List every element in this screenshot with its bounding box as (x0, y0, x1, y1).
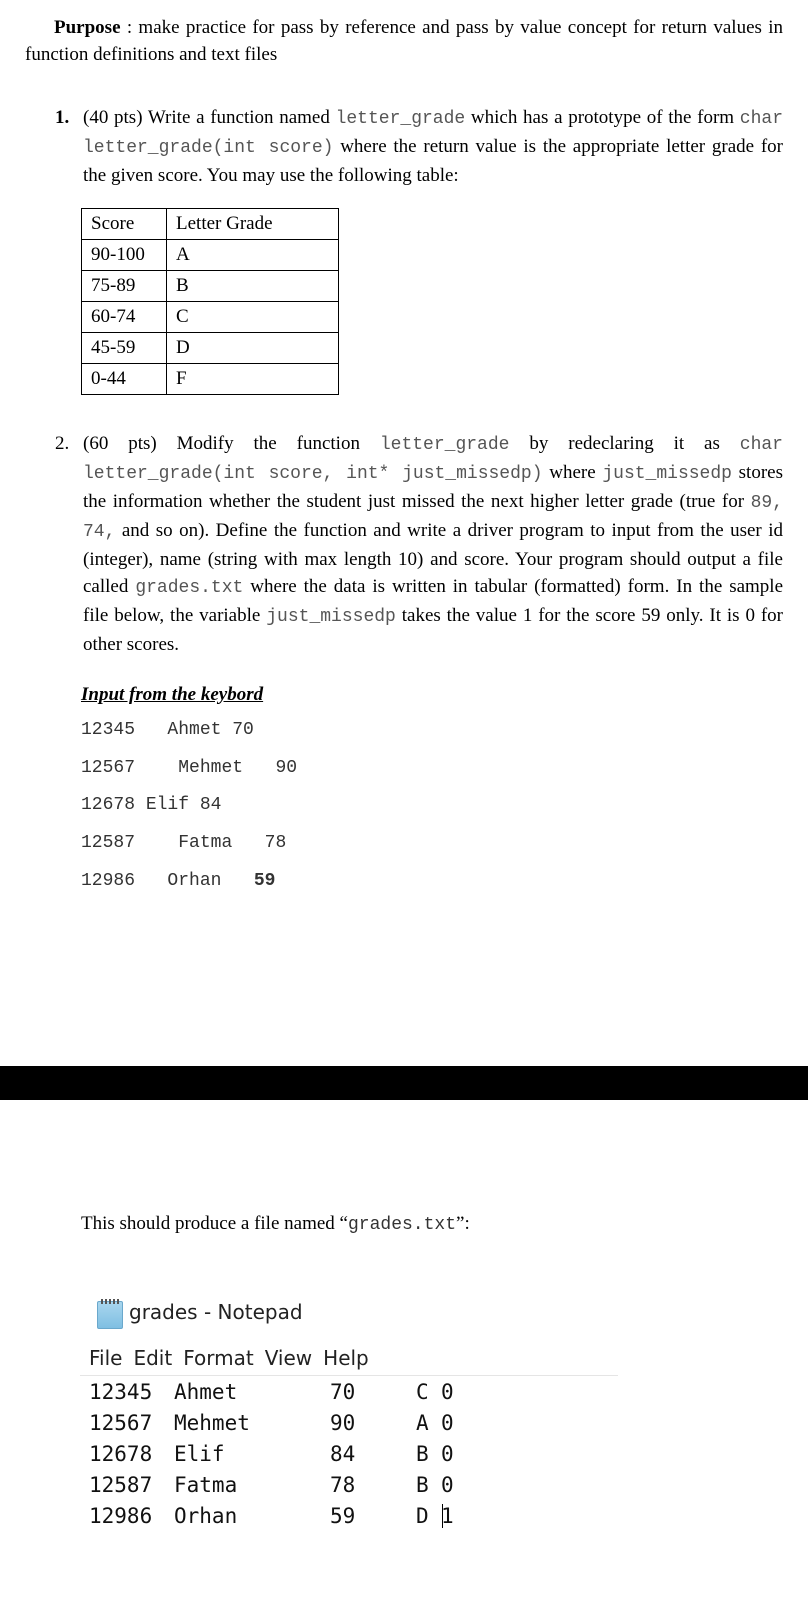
question-1-number: 1. (55, 107, 70, 128)
q2-code-prototype: char letter_grade(int score, int* just_missedp) (83, 435, 783, 484)
menu-edit[interactable]: Edit (133, 1346, 173, 1370)
q2-text-part: takes the value 1 for the score 59 only. It is 0 for other scores. (83, 605, 784, 655)
input-section-title: Input from the keybord (81, 684, 264, 705)
produce-text-part: ”: (456, 1213, 470, 1234)
q2-text-part: and so on). Define the function and write a driver program to input from the user id (integer), name (string with max length 10) and score. Your program should output a file called (83, 520, 783, 597)
q1-text-part: which has a prototype of the form (465, 107, 740, 128)
q2-text-part: stores the information whether the student just missed the next higher letter grade (true for (83, 462, 783, 512)
menu-help[interactable]: Help (323, 1346, 369, 1370)
purpose-label: Purpose (54, 17, 121, 38)
input-score: 90 (275, 758, 298, 778)
input-score: 78 (264, 833, 287, 853)
input-name: Fatma (178, 833, 233, 853)
input-line (81, 833, 286, 853)
input-name: Elif (145, 795, 190, 815)
table-row (82, 240, 339, 271)
q2-code-function-name: letter_grade (379, 435, 510, 455)
table-header-letter-grade: Letter Grade (167, 209, 339, 240)
q2-text-part: where the data is written in tabular (formatted) form. In the sample file below, the variable (83, 576, 784, 626)
input-name: Ahmet (167, 720, 222, 740)
table-cell-grade: C (167, 302, 339, 333)
q2-code-values: 89, 74, (83, 493, 783, 542)
input-score: 84 (199, 795, 222, 815)
produce-filename: grades.txt (347, 1215, 457, 1235)
row-grade: B (416, 1473, 429, 1497)
table-cell-score: 0-44 (82, 364, 167, 395)
q2-code-variable: just_missedp (266, 607, 396, 627)
menu-view[interactable]: View (264, 1346, 313, 1370)
row-missed: 0 (441, 1411, 454, 1435)
row-grade: C (416, 1380, 429, 1404)
row-id: 12345 (89, 1380, 153, 1404)
q2-text-part: (60 pts) Modify the function (83, 433, 380, 454)
row-name: Elif (174, 1442, 225, 1466)
table-header-row (82, 209, 339, 240)
purpose-text: : make practice for pass by reference and pass by value concept for return values in function definitions and text files (25, 17, 783, 65)
row-missed-with-cursor (441, 1504, 454, 1529)
row-score: 59 (330, 1504, 356, 1528)
produce-file-text (81, 1213, 470, 1235)
q1-code-prototype: char letter_grade(int score) (83, 109, 784, 158)
input-line (81, 758, 297, 778)
table-row (82, 302, 339, 333)
notepad-menu-bar (89, 1346, 380, 1370)
question-2 (55, 430, 783, 658)
row-id: 12678 (89, 1442, 153, 1466)
question-1 (55, 104, 783, 189)
table-cell-grade: F (167, 364, 339, 395)
table-row (82, 333, 339, 364)
input-name: Orhan (167, 871, 222, 891)
purpose-paragraph (25, 14, 783, 68)
row-name: Fatma (174, 1473, 238, 1497)
q2-text-part: by redeclaring it as (509, 433, 740, 454)
input-id: 12567 (81, 758, 136, 778)
row-missed: 0 (441, 1380, 454, 1404)
question-2-number: 2. (55, 433, 70, 454)
grade-table (81, 208, 339, 395)
row-name: Ahmet (174, 1380, 238, 1404)
row-missed: 0 (441, 1442, 454, 1466)
table-row (82, 271, 339, 302)
input-id: 12678 (81, 795, 136, 815)
table-cell-grade: A (167, 240, 339, 271)
notepad-window-title: grades - Notepad (129, 1300, 303, 1324)
input-line (81, 795, 221, 815)
row-id: 12567 (89, 1411, 153, 1435)
question-1-text (83, 104, 783, 189)
row-score: 84 (330, 1442, 356, 1466)
input-name: Mehmet (178, 758, 244, 778)
q2-code-variable: just_missedp (602, 464, 732, 484)
produce-text-part: This should produce a file named “ (81, 1213, 348, 1234)
row-name: Orhan (174, 1504, 238, 1528)
table-cell-score: 75-89 (82, 271, 167, 302)
redaction-bar (0, 1066, 808, 1100)
q2-code-filename: grades.txt (135, 578, 244, 598)
input-score: 59 (253, 871, 276, 891)
table-cell-grade: B (167, 271, 339, 302)
row-score: 78 (330, 1473, 356, 1497)
row-score: 70 (330, 1380, 356, 1404)
table-header-score: Score (82, 209, 167, 240)
q1-text-part: where the return value is the appropriate letter grade for the given score. You may use the following table: (83, 136, 783, 186)
table-cell-score: 90-100 (82, 240, 167, 271)
row-grade: D (416, 1504, 429, 1528)
row-grade: A (416, 1411, 429, 1435)
notepad-menu-divider (80, 1375, 618, 1376)
table-cell-score: 45-59 (82, 333, 167, 364)
table-row (82, 364, 339, 395)
row-missed: 0 (441, 1473, 454, 1497)
q1-code-function-name: letter_grade (335, 109, 466, 129)
input-score: 70 (232, 720, 254, 740)
q2-text-part: where (542, 462, 603, 483)
input-line (81, 871, 275, 891)
row-id: 12986 (89, 1504, 153, 1528)
menu-file[interactable]: File (89, 1346, 123, 1370)
row-name: Mehmet (174, 1411, 250, 1435)
menu-format[interactable]: Format (183, 1346, 254, 1370)
table-cell-grade: D (167, 333, 339, 364)
table-cell-score: 60-74 (82, 302, 167, 333)
notepad-icon (97, 1301, 123, 1329)
input-id: 12345 (81, 720, 136, 740)
row-grade: B (416, 1442, 429, 1466)
input-id: 12587 (81, 833, 136, 853)
row-score: 90 (330, 1411, 356, 1435)
row-missed: 1 (441, 1504, 454, 1528)
row-id: 12587 (89, 1473, 153, 1497)
input-id: 12986 (81, 871, 136, 891)
question-2-text (83, 430, 783, 658)
q1-text-part: (40 pts) Write a function named (83, 107, 336, 128)
input-line (81, 720, 254, 740)
